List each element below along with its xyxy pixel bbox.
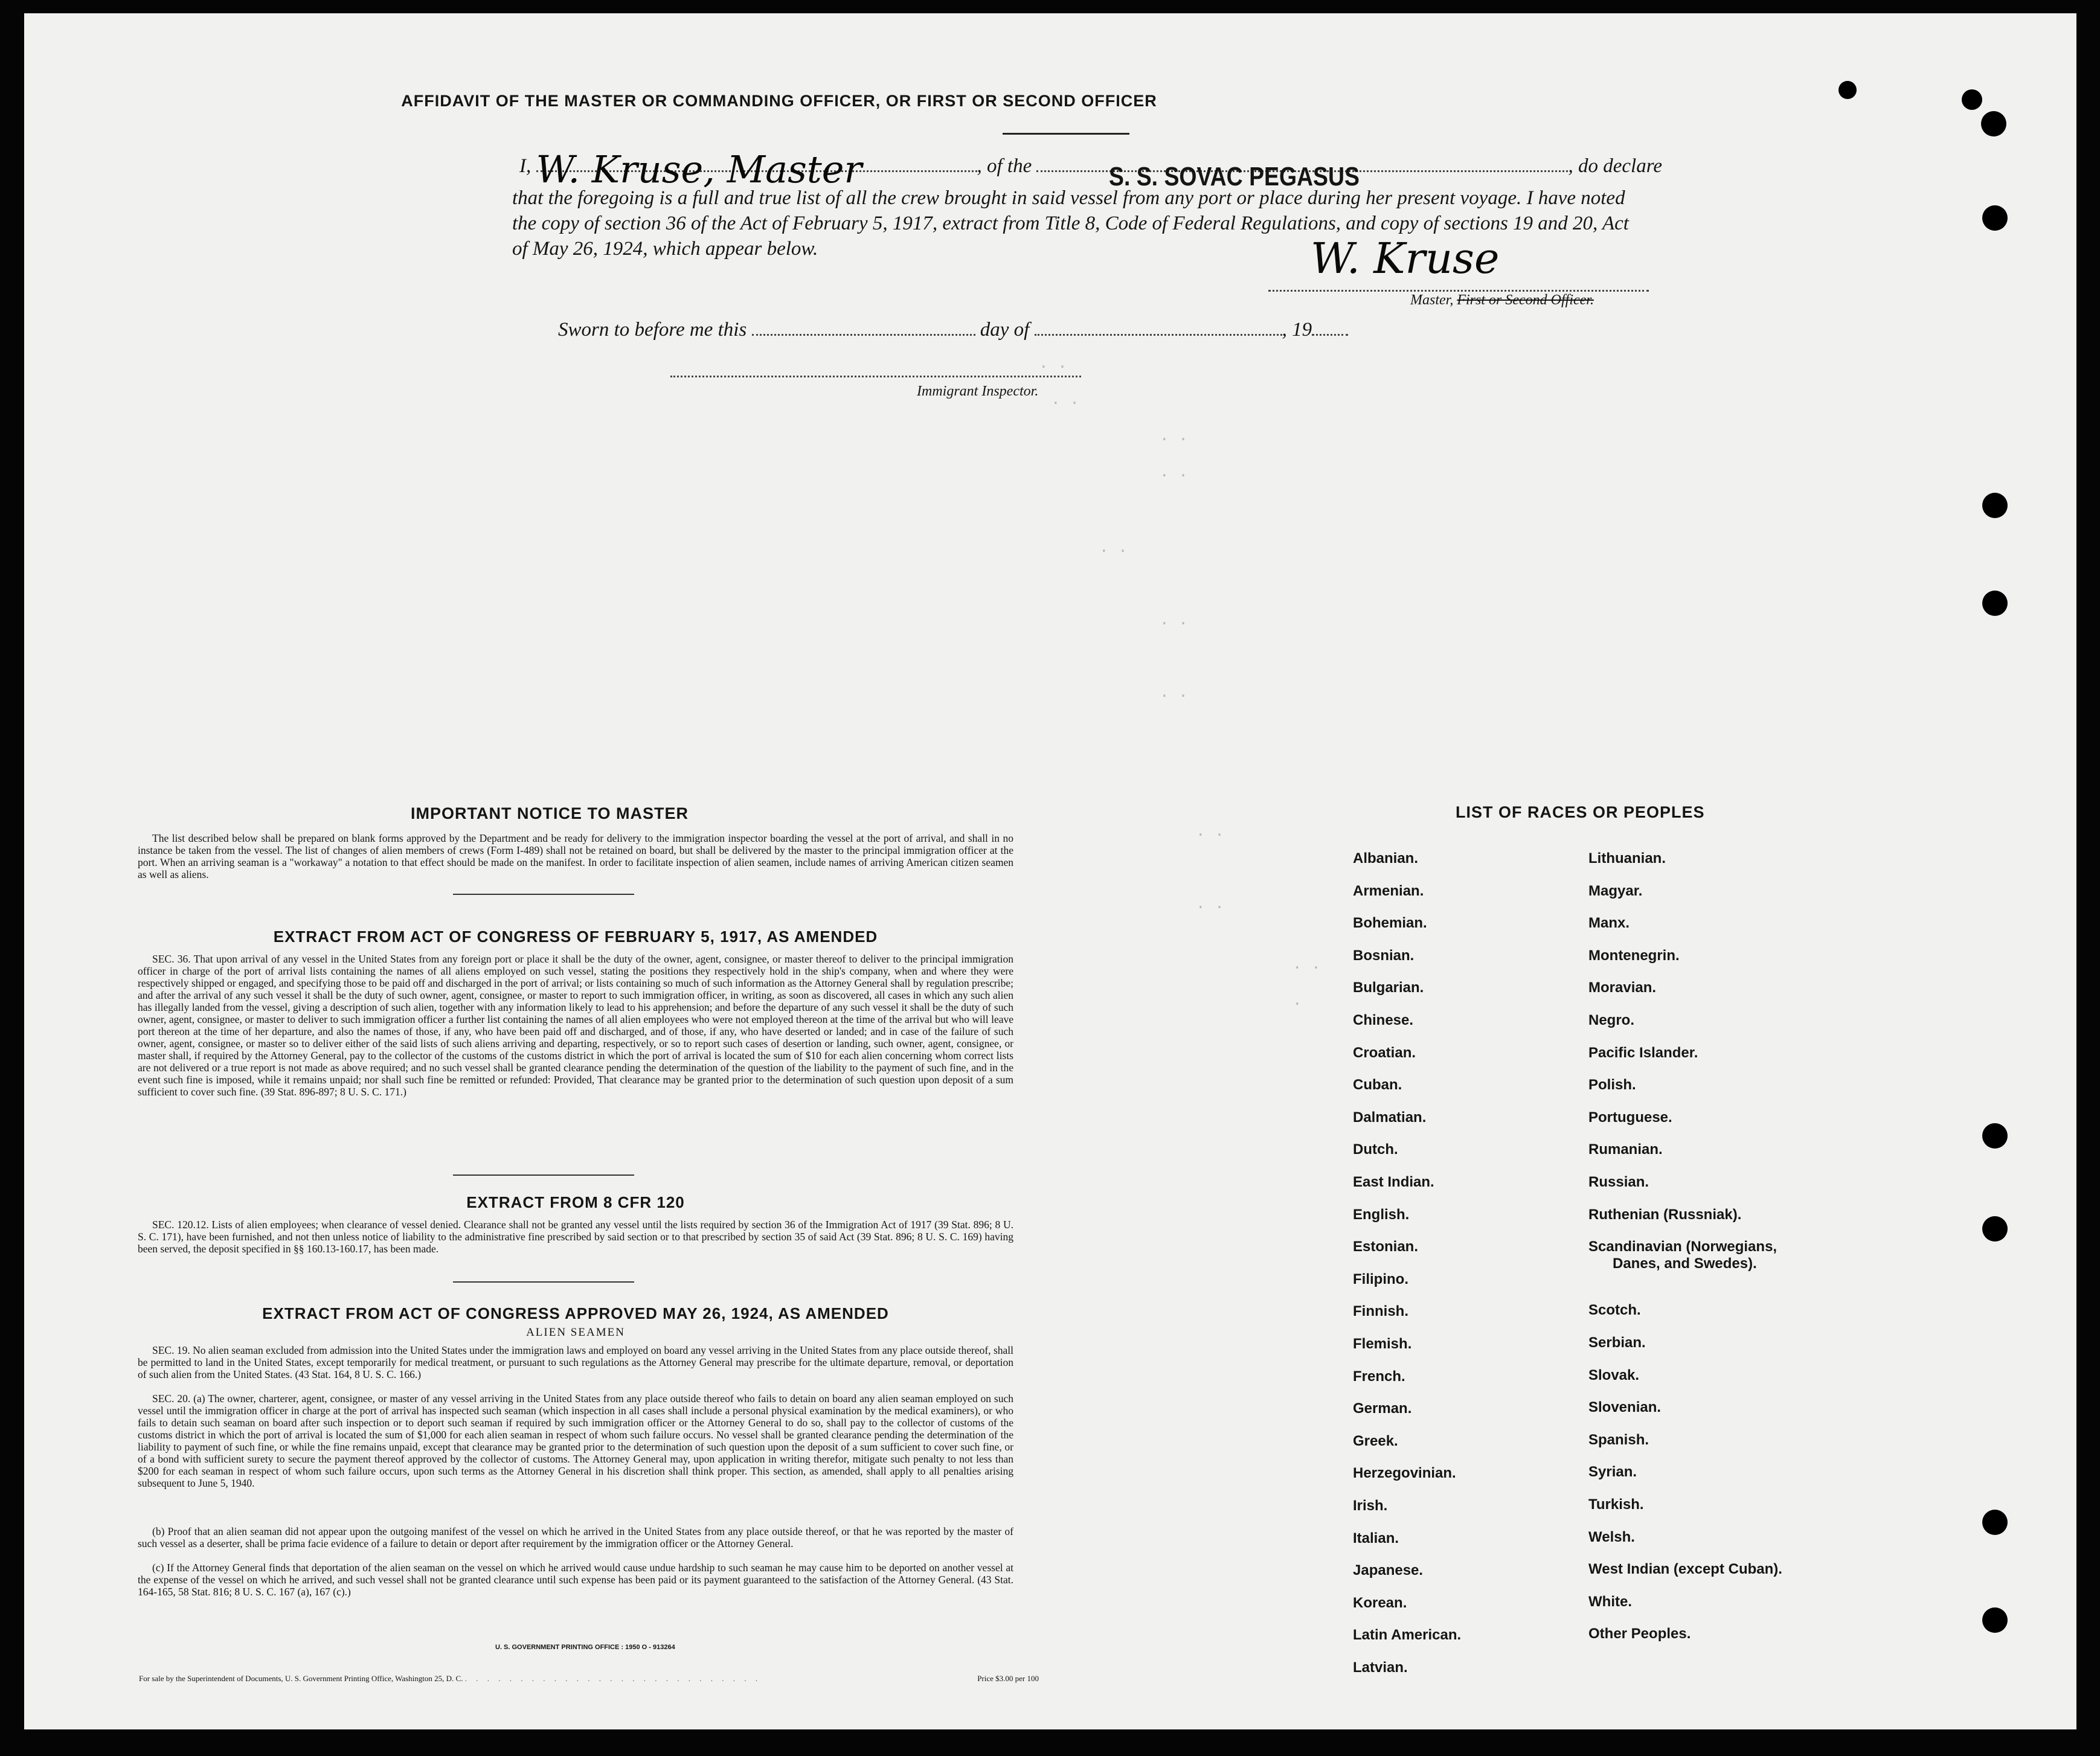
- race-item: Flemish.: [1353, 1336, 1412, 1352]
- race-item: Croatian.: [1353, 1044, 1416, 1061]
- bleed-through-mark: . .: [1196, 822, 1224, 841]
- bleed-through-mark: . .: [1160, 463, 1188, 481]
- race-item: Bohemian.: [1353, 915, 1427, 932]
- extract-cfr-title: EXTRACT FROM 8 CFR 120: [466, 1193, 685, 1211]
- race-item: Cuban.: [1353, 1077, 1402, 1094]
- punch-hole: [1982, 1123, 2008, 1149]
- race-item: West Indian (except Cuban).: [1588, 1561, 1782, 1578]
- race-item: Scandinavian (Norwegians,: [1588, 1238, 1777, 1255]
- extract-1917-text: SEC. 36. That upon arrival of any vessel in the United States from any foreign port or place it shall be the duty of the owner, agent, consignee, or master thereof to deliver to the principal immigration officer in charge of the port of arrival lists containing the names of all aliens employed on such vessel, stating the positions they respectively hold in the ship's company, when and where they were respectively shipped or engaged, and specifying those to be paid off and discharged in the port of arrival; or lists containing so much of such information as the Attorney General shall by regulation prescribe; and after the arrival of any such vessel it shall be the duty of such owner, agent, consignee, or master to report to such immigration officer, in writing, as soon as discovered, all cases in which any such alien has illegally landed from the vessel, giving a description of such alien, together with any information likely to lead to his apprehension; and before the departure of any such vessel it shall be the duty of such owner, agent, consignee, or master to deliver to such immigration officer a further list containing the names of all alien employees who were not employed thereon at the time of the arrival but who will leave port thereon at the time of her departure, and also the names of those, if any, who have been paid off and discharged, and of those, if any, who have deserted or landed; and in case of the failure of such owner, agent, consignee, or master so to deliver either of the said lists of such aliens arriving and departing, respectively, or so to report such cases of desertion or landing, such owner, agent, consignee, or master shall, if required by the Attorney General, pay to the collector of the customs of the customs district in which the port of arrival is located the sum of $10 for each alien concerning whom correct lists are not delivered or a true report is not made as above required; and no such vessel shall be granted clearance pending the determination of the question of the liability to the payment of such fine, and in the event such fine is imposed, while it remains unpaid; nor shall such fine be remitted or refunded: Provided, That clearance may be granted prior to the determination of such question upon deposit of a sum sufficient to cover such fine. (39 Stat. 896-897; 8 U. S. C. 171.): [138, 953, 1013, 1098]
- section-rule: [453, 1281, 634, 1283]
- sec-20c-text: (c) If the Attorney General finds that deportation of the alien seaman on the vessel on which he arrived would cause undue hardship to such seaman he may cause him to be deported on another vessel at the expense of the vessel on which he arrived, and such vessel shall not be granted clearance until such expense has been paid or its payment guaranteed to the satisfaction of the Attorney General. (43 Stat. 164-165, 58 Stat. 816; 8 U. S. C. 167 (a), 167 (c).): [138, 1562, 1013, 1598]
- race-item: Manx.: [1588, 915, 1630, 932]
- bleed-through-mark: . .: [1051, 391, 1079, 409]
- race-item: White.: [1588, 1593, 1632, 1610]
- race-item: Slovenian.: [1588, 1399, 1662, 1416]
- punch-hole: [1838, 81, 1857, 99]
- race-item: Dutch.: [1353, 1141, 1398, 1158]
- race-item: English.: [1353, 1206, 1410, 1223]
- race-item: Spanish.: [1588, 1431, 1649, 1448]
- struck-officer-label: First or Second Officer.: [1457, 292, 1594, 308]
- race-item: Montenegrin.: [1588, 947, 1680, 964]
- race-item: Welsh.: [1588, 1528, 1635, 1545]
- race-item: Bosnian.: [1353, 947, 1414, 964]
- race-item: Serbian.: [1588, 1335, 1646, 1351]
- race-item: Bulgarian.: [1353, 979, 1424, 996]
- race-item: Armenian.: [1353, 882, 1424, 899]
- race-item: Portuguese.: [1588, 1109, 1672, 1126]
- race-item: Estonian.: [1353, 1238, 1419, 1255]
- race-item: Russian.: [1588, 1174, 1649, 1190]
- title-rule: [1003, 133, 1129, 135]
- race-item: Greek.: [1353, 1432, 1398, 1449]
- master-signature: W. Kruse: [1311, 234, 1500, 283]
- of-the-text: , of the: [977, 155, 1032, 177]
- race-item: Irish.: [1353, 1498, 1388, 1514]
- race-item: Lithuanian.: [1588, 850, 1666, 867]
- printing-office-note: U. S. GOVERNMENT PRINTING OFFICE : 1950 O - 913264: [495, 1644, 675, 1651]
- race-item: Latvian.: [1353, 1659, 1408, 1676]
- race-item: Albanian.: [1353, 850, 1419, 867]
- race-item: Japanese.: [1353, 1562, 1424, 1579]
- punch-hole: [1982, 1607, 2008, 1633]
- inspector-signature-line[interactable]: [670, 376, 1081, 377]
- sec-20b-text: (b) Proof that an alien seaman did not appear upon the outgoing manifest of the vessel on which he arrived in the United States from any place outside thereof, or that he was reported by the master of such vessel as a deserter, shall be prima facie evidence of a failure to detain or deport after requirement by the immigration officer or the Attorney General.: [138, 1525, 1013, 1549]
- race-item: Magyar.: [1588, 882, 1643, 899]
- punch-hole: [1982, 591, 2008, 616]
- vessel-field[interactable]: [1036, 162, 1568, 191]
- races-title: LIST OF RACES OR PEOPLES: [1456, 803, 1705, 821]
- bleed-through-mark: .: [1292, 992, 1302, 1010]
- sale-footer: For sale by the Superintendent of Documents, U. S. Government Printing Office, Washington 25, D. C. . . . . . . . . . . . . . . . . . . . . . . . . . . . Price $3.00 per 100: [139, 1674, 1039, 1683]
- do-declare-text: , do declare: [1568, 155, 1662, 177]
- punch-hole: [1982, 205, 2008, 231]
- section-rule: [453, 1174, 634, 1176]
- bleed-through-mark: . .: [1160, 684, 1188, 702]
- race-item: Danes, and Swedes).: [1613, 1255, 1757, 1272]
- name-field[interactable]: [536, 147, 977, 191]
- intro-text: I,: [519, 155, 531, 177]
- extract-cfr-text: SEC. 120.12. Lists of alien employees; when clearance of vessel denied. Clearance shall not be granted any vessel until the lists required by section 36 of the Immigration Act of 1917 (39 Stat. 896; 8 U. S. C. 171), have been furnished, and not then unless notice of liability to the administrative fine prescribed by said section or to that prescribed by section 35 of said Act (39 Stat. 896; 8 U. S. C. 169) having been served, the deposit specified in §§ 160.13-160.17, has been made.: [138, 1219, 1013, 1255]
- alien-seamen-subtitle: ALIEN SEAMEN: [526, 1326, 625, 1339]
- notice-text: The list described below shall be prepared on blank forms approved by the Department and be ready for delivery to the immigration inspector boarding the vessel at the port of arrival, and shall in no instance be taken from the vessel. The list of changes of alien members of crews (Form I-489) shall not be retained on board, but shall be delivered by the master to the principal immigration officer at the port. When an arriving seaman is a "workaway" a notation to that effect should be made on the manifest. In order to facilitate inspection of alien seamen, include names of arriving American citizen seamen as well as aliens.: [138, 832, 1013, 880]
- handwritten-name: W. Kruse, Master: [536, 147, 862, 191]
- race-item: Turkish.: [1588, 1496, 1644, 1513]
- sworn-line: Sworn to before me this day of , 19: [558, 319, 1348, 341]
- inspector-label: Immigrant Inspector.: [917, 383, 1039, 399]
- sworn-year-field[interactable]: [1312, 334, 1348, 336]
- bleed-through-mark: . .: [1160, 611, 1188, 629]
- punch-hole: [1981, 111, 2006, 136]
- form-page: [24, 13, 2076, 1729]
- race-item: Latin American.: [1353, 1627, 1462, 1644]
- race-item: Other Peoples.: [1588, 1626, 1691, 1642]
- race-item: Polish.: [1588, 1077, 1636, 1094]
- race-item: Rumanian.: [1588, 1141, 1663, 1158]
- sec-20a-text: SEC. 20. (a) The owner, charterer, agent, consignee, or master of any vessel arriving in the United States from any place outside thereof who fails to detain on board any alien seaman employed on such vessel until the immigration officer in charge at the port of arrival has inspected such seaman (which inspection in all cases shall include a personal physical examination by the medical examiners), or who fails to detain such seaman on board after such inspection or to deport such seaman if required by such immigration officer or the Attorney General to do so, shall pay to the collector of customs of the customs district in which the port of arrival is located the sum of $1,000 for each alien seaman in respect of whom such failure occurs. No vessel shall be granted clearance pending the determination of the liability to payment of such fine, or while the fine remains unpaid, except that clearance may be granted prior to the determination of such question upon the deposit of a sum sufficient to cover such fine, or of a bond with sufficient surety to secure the payment thereof approved by the collector of customs. The Attorney General may, upon application in writing therefor, mitigate such penalty to not less than $200 for each seaman in respect of whom such failure occurs, upon such terms as the Attorney General in his discretion shall think proper. This section, as amended, shall apply to all penalties arising subsequent to June 5, 1940.: [138, 1392, 1013, 1489]
- punch-hole: [1962, 89, 1982, 110]
- bleed-through-mark: . .: [1196, 895, 1224, 913]
- race-item: Moravian.: [1588, 979, 1657, 996]
- race-item: Pacific Islander.: [1588, 1044, 1698, 1061]
- extract-1924-title: EXTRACT FROM ACT OF CONGRESS APPROVED MAY 26, 1924, AS AMENDED: [262, 1304, 889, 1322]
- race-item: Herzegovinian.: [1353, 1465, 1456, 1482]
- notice-title: IMPORTANT NOTICE TO MASTER: [411, 804, 689, 822]
- race-item: Dalmatian.: [1353, 1109, 1427, 1126]
- signature-line[interactable]: [1268, 290, 1649, 292]
- bleed-through-mark: . .: [1292, 955, 1321, 973]
- vessel-name: S. S. SOVAC PEGASUS: [1109, 162, 1360, 191]
- section-rule: [453, 894, 634, 895]
- race-item: Chinese.: [1353, 1012, 1414, 1028]
- race-item: French.: [1353, 1368, 1405, 1385]
- affidavit-title: AFFIDAVIT OF THE MASTER OR COMMANDING OFFICER, OR FIRST OR SECOND OFFICER: [401, 92, 1157, 110]
- extract-1917-title: EXTRACT FROM ACT OF CONGRESS OF FEBRUARY 5, 1917, AS AMENDED: [273, 928, 878, 946]
- race-item: Syrian.: [1588, 1464, 1637, 1481]
- race-item: East Indian.: [1353, 1174, 1434, 1190]
- signature-label: Master, First or Second Officer.: [1410, 292, 1594, 308]
- affidavit-body: that the foregoing is a full and true list of all the crew brought in said vessel from any port or place during her present voyage. I have noted the copy of section 36 of the Act of February 5, 1917, extract from Title 8, Code of Federal Regulations, and copy of sections 19 and 20, Act of May 26, 1924, which appear below.: [512, 187, 1629, 260]
- race-item: Slovak.: [1588, 1367, 1640, 1383]
- sworn-month-field[interactable]: [1035, 334, 1282, 336]
- race-item: Finnish.: [1353, 1303, 1408, 1320]
- race-item: Ruthenian (Russniak).: [1588, 1206, 1742, 1223]
- bleed-through-mark: . .: [1099, 539, 1128, 557]
- race-item: Scotch.: [1588, 1302, 1641, 1319]
- bleed-through-mark: . .: [1160, 427, 1188, 445]
- punch-hole: [1982, 493, 2008, 518]
- race-item: Negro.: [1588, 1012, 1635, 1028]
- punch-hole: [1982, 1510, 2008, 1535]
- punch-hole: [1982, 1216, 2008, 1242]
- bleed-through-mark: . .: [1039, 354, 1067, 373]
- race-item: Filipino.: [1353, 1271, 1408, 1287]
- sec-19-text: SEC. 19. No alien seaman excluded from admission into the United States under the immigration laws and employed on board any vessel arriving in the United States from any place outside thereof, shall be permitted to land in the United States, except temporarily for medical treatment, or pursuant to such regulations as the Attorney General may prescribe for the ultimate departure, removal, or deportation of such alien from the United States. (43 Stat. 164, 8 U. S. C. 166.): [138, 1344, 1013, 1380]
- race-item: Italian.: [1353, 1530, 1399, 1546]
- affidavit-declaration-line: [519, 147, 1662, 191]
- race-item: Korean.: [1353, 1594, 1407, 1611]
- sworn-day-field[interactable]: [752, 334, 975, 336]
- race-item: German.: [1353, 1400, 1412, 1417]
